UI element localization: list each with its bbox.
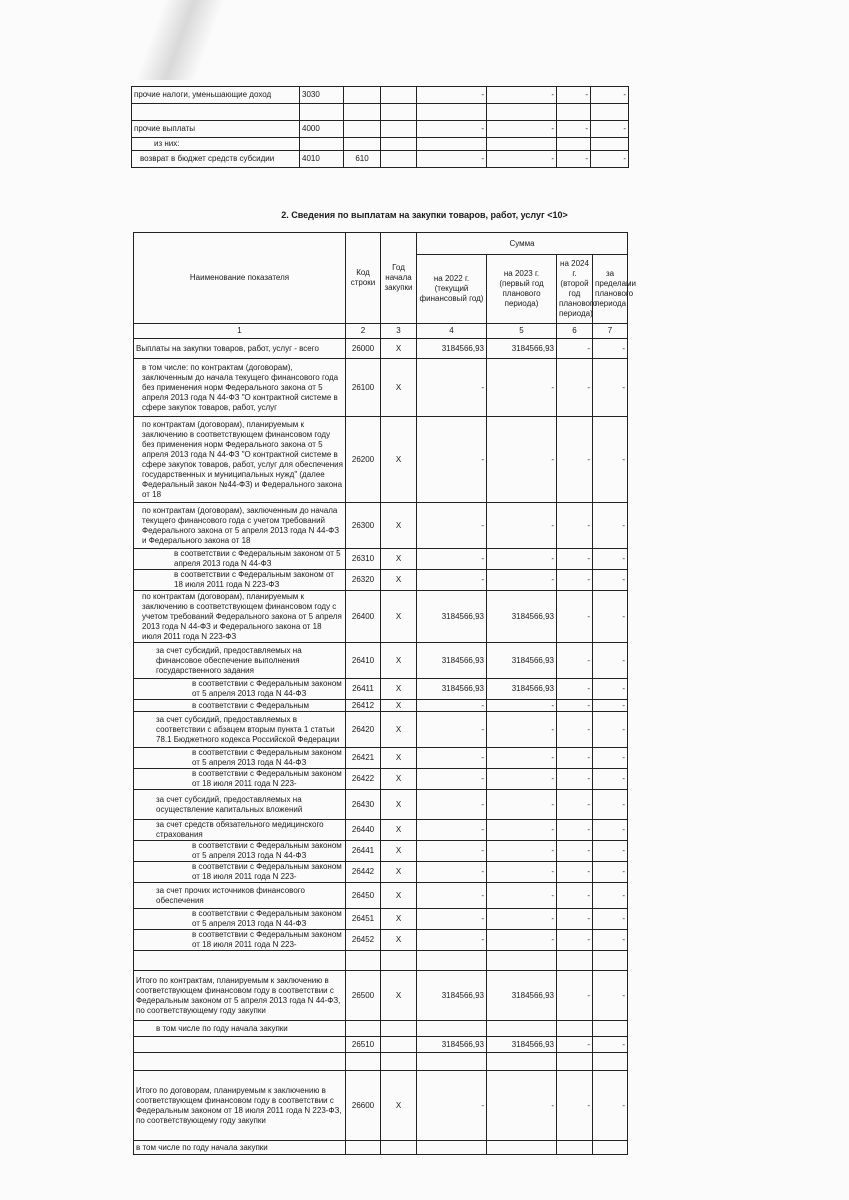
table-row (134, 1021, 628, 1037)
row-code: 26440 (346, 820, 381, 841)
row-code: 26421 (346, 748, 381, 769)
table-row (134, 1037, 628, 1053)
table-row (134, 769, 628, 790)
row-col7: - (557, 151, 591, 168)
row-beyond: - (593, 503, 628, 549)
row-name: прочие выплаты (132, 121, 300, 138)
row-2024: - (557, 769, 593, 790)
table-row (134, 570, 628, 591)
table-row (134, 790, 628, 820)
row-2024: - (557, 790, 593, 820)
row-2022: - (417, 700, 487, 712)
row-beyond (593, 951, 628, 971)
table-row (134, 971, 628, 1021)
row-beyond (593, 1053, 628, 1071)
row-2022: - (417, 549, 487, 570)
row-2023: - (487, 712, 557, 748)
row-year: X (381, 820, 417, 841)
row-2024: - (557, 841, 593, 862)
row-2024: - (557, 862, 593, 883)
row-2024: - (557, 1071, 593, 1141)
row-2022: - (417, 359, 487, 417)
row-2024: - (557, 930, 593, 951)
row-col7 (557, 104, 591, 121)
row-code: 26410 (346, 643, 381, 679)
row-year: X (381, 679, 417, 700)
row-2022: 3184566,93 (417, 339, 487, 359)
row-2023: 3184566,93 (487, 339, 557, 359)
row-beyond: - (593, 769, 628, 790)
row-col4 (381, 151, 417, 168)
row-2023: - (487, 503, 557, 549)
row-2022: 3184566,93 (417, 643, 487, 679)
row-beyond: - (593, 359, 628, 417)
row-2023: - (487, 862, 557, 883)
row-2022: - (417, 790, 487, 820)
page-fold-shadow (135, 0, 224, 80)
row-2023: - (487, 769, 557, 790)
row-beyond: - (593, 549, 628, 570)
row-code: 26441 (346, 841, 381, 862)
row-2022: - (417, 748, 487, 769)
row-code: 26422 (346, 769, 381, 790)
table-row (134, 643, 628, 679)
header-name: Наименование показателя (134, 233, 346, 324)
row-code: 26510 (346, 1037, 381, 1053)
row-code (346, 1021, 381, 1037)
row-code: 26450 (346, 883, 381, 909)
row-code: 26442 (346, 862, 381, 883)
table-row (134, 417, 628, 503)
row-code (300, 138, 344, 151)
row-code (346, 1053, 381, 1071)
row-beyond: - (593, 643, 628, 679)
row-beyond: - (593, 883, 628, 909)
column-number: 2 (346, 324, 381, 339)
row-2024: - (557, 570, 593, 591)
column-number: 3 (381, 324, 417, 339)
row-2022 (417, 1021, 487, 1037)
row-2022: - (417, 862, 487, 883)
row-beyond: - (593, 790, 628, 820)
table-row (134, 700, 628, 712)
table-row (134, 359, 628, 417)
row-2024: - (557, 971, 593, 1021)
row-2024: - (557, 1037, 593, 1053)
row-beyond: - (593, 862, 628, 883)
top-table-row (132, 87, 629, 104)
table-row (134, 1071, 628, 1141)
row-year (381, 1037, 417, 1053)
row-col4 (381, 138, 417, 151)
row-2022 (417, 1053, 487, 1071)
row-name (134, 951, 346, 971)
row-2023: - (487, 930, 557, 951)
row-code: 26300 (346, 503, 381, 549)
row-beyond: - (593, 700, 628, 712)
row-col5 (417, 104, 487, 121)
table-row (134, 712, 628, 748)
row-beyond: - (593, 679, 628, 700)
row-year: X (381, 930, 417, 951)
row-year: X (381, 790, 417, 820)
table-row (134, 930, 628, 951)
row-col5: - (417, 121, 487, 138)
top-table-row (132, 138, 629, 151)
row-code: 26310 (346, 549, 381, 570)
table-row (134, 1053, 628, 1071)
row-2023: - (487, 417, 557, 503)
row-2024: - (557, 417, 593, 503)
table-row (134, 549, 628, 570)
row-2023 (487, 1141, 557, 1155)
row-year: X (381, 769, 417, 790)
row-col4 (381, 121, 417, 138)
row-2022 (417, 951, 487, 971)
row-code (346, 1141, 381, 1155)
row-2023: 3184566,93 (487, 1037, 557, 1053)
row-name: в соответствии с Федеральным законом от 18 июля 2011 года N 223- (134, 862, 346, 883)
row-2023: - (487, 909, 557, 930)
row-beyond (593, 1021, 628, 1037)
table-row (134, 862, 628, 883)
row-2022: - (417, 503, 487, 549)
row-name: в соответствии с Федеральным (134, 700, 346, 712)
row-col3 (344, 87, 381, 104)
row-name: Итого по контрактам, планируемым к заключению в соответствующем финансовом году в соответствии с Федеральным законом от 5 апреля 2013 года N 44-ФЗ, по соответствующему году закупки (134, 971, 346, 1021)
row-col6 (487, 138, 557, 151)
row-2023: - (487, 700, 557, 712)
row-2022: - (417, 930, 487, 951)
top-table-row (132, 151, 629, 168)
row-col5: - (417, 87, 487, 104)
row-code: 26100 (346, 359, 381, 417)
row-2023: - (487, 570, 557, 591)
row-col4 (381, 87, 417, 104)
row-year: X (381, 503, 417, 549)
header-code: Код строки (346, 233, 381, 324)
row-2022 (417, 1141, 487, 1155)
row-beyond: - (593, 1037, 628, 1053)
header-beyond: за пределами планового периода (593, 255, 628, 324)
row-beyond: - (593, 339, 628, 359)
row-2022: - (417, 769, 487, 790)
header-2023: на 2023 г. (первый год планового периода) (487, 255, 557, 324)
row-col4 (381, 104, 417, 121)
row-2022: 3184566,93 (417, 971, 487, 1021)
table-row (134, 503, 628, 549)
row-col7: - (557, 87, 591, 104)
column-number: 6 (557, 324, 593, 339)
row-name: за счет прочих источников финансового обеспечения (134, 883, 346, 909)
row-2022: - (417, 1071, 487, 1141)
row-2023: - (487, 883, 557, 909)
row-2023: - (487, 790, 557, 820)
row-col8: - (591, 121, 629, 138)
row-col7: - (557, 121, 591, 138)
row-2024: - (557, 339, 593, 359)
row-code (300, 104, 344, 121)
row-2023: - (487, 820, 557, 841)
row-2022: - (417, 712, 487, 748)
row-beyond: - (593, 417, 628, 503)
row-name: по контрактам (договорам), планируемым к заключению в соответствующем финансовом году с учетом требований Федерального закона от 5 апреля 2013 года N 44-ФЗ и Федерального закона от 18 июля 2011 года N 223-ФЗ (134, 591, 346, 643)
row-2024: - (557, 359, 593, 417)
row-beyond: - (593, 930, 628, 951)
row-col3 (344, 104, 381, 121)
row-2024: - (557, 820, 593, 841)
row-2022: - (417, 570, 487, 591)
row-year: X (381, 748, 417, 769)
row-col3: 610 (344, 151, 381, 168)
row-code: 26320 (346, 570, 381, 591)
row-name: прочие налоги, уменьшающие доход (132, 87, 300, 104)
row-year: X (381, 909, 417, 930)
row-beyond: - (593, 591, 628, 643)
row-col8 (591, 138, 629, 151)
row-beyond: - (593, 971, 628, 1021)
row-name: в соответствии с Федеральным законом от 18 июля 2011 года N 223- (134, 930, 346, 951)
row-name: в соответствии с Федеральным законом от 18 июля 2011 года N 223-ФЗ (134, 570, 346, 591)
table-row (134, 1141, 628, 1155)
column-number: 1 (134, 324, 346, 339)
row-name: за счет субсидий, предоставляемых в соответствии с абзацем вторым пункта 1 статьи 78.1 Бюджетного кодекса Российской Федерации (134, 712, 346, 748)
row-code: 26420 (346, 712, 381, 748)
row-name: в соответствии с Федеральным законом от 5 апреля 2013 года N 44-ФЗ (134, 549, 346, 570)
row-name: Итого по договорам, планируемым к заключению в соответствующем финансовом году в соответствии с Федеральным законом от 18 июля 2011 года N 223-ФЗ, по соответствующему году закупки (134, 1071, 346, 1141)
row-year (381, 951, 417, 971)
header-2022: на 2022 г. (текущий финансовый год) (417, 255, 487, 324)
row-2023: - (487, 841, 557, 862)
row-name: в соответствии с Федеральным законом от 5 апреля 2013 года N 44-ФЗ (134, 679, 346, 700)
row-code: 4010 (300, 151, 344, 168)
procurement-table (133, 232, 636, 1155)
row-code: 3030 (300, 87, 344, 104)
table-row (134, 951, 628, 971)
row-2023: 3184566,93 (487, 643, 557, 679)
row-col8: - (591, 151, 629, 168)
row-2023: - (487, 748, 557, 769)
row-name (134, 1037, 346, 1053)
row-beyond: - (593, 748, 628, 769)
row-2023: - (487, 1071, 557, 1141)
row-code: 26600 (346, 1071, 381, 1141)
table-row (134, 883, 628, 909)
row-2023: 3184566,93 (487, 971, 557, 1021)
row-2022: 3184566,93 (417, 591, 487, 643)
row-2022: - (417, 883, 487, 909)
row-2024: - (557, 712, 593, 748)
row-name: по контрактам (договорам), планируемым к заключению в соответствующем финансовом году без применения норм Федерального закона от 5 апреля 2013 года N 44-ФЗ "О контрактной системе в сфере закупок товаров, работ, услуг для обеспечения государственных и муниципальных нужд" (далее Федеральный закон №44-ФЗ) и Федерального закона от 18 (134, 417, 346, 503)
row-beyond: - (593, 909, 628, 930)
row-beyond: - (593, 820, 628, 841)
row-year: X (381, 549, 417, 570)
row-year (381, 1021, 417, 1037)
row-2024 (557, 1053, 593, 1071)
row-2024 (557, 1021, 593, 1037)
row-beyond: - (593, 1071, 628, 1141)
row-col7 (557, 138, 591, 151)
row-2022: - (417, 417, 487, 503)
row-code: 26411 (346, 679, 381, 700)
row-year: X (381, 417, 417, 503)
row-year: X (381, 591, 417, 643)
row-name: из них: (132, 138, 300, 151)
row-code: 26500 (346, 971, 381, 1021)
row-name: в соответствии с Федеральным законом от 5 апреля 2013 года N 44-ФЗ (134, 841, 346, 862)
table-row (134, 820, 628, 841)
row-name (134, 1053, 346, 1071)
row-name: в том числе: по контрактам (договорам), заключенным до начала текущего финансового года без применения норм Федерального закона от 5 апреля 2013 года N 44-ФЗ "О контрактной системе в сфере закупок товаров, работ, услуг (134, 359, 346, 417)
table-row (134, 841, 628, 862)
row-2024: - (557, 748, 593, 769)
row-2023: - (487, 549, 557, 570)
row-col8: - (591, 87, 629, 104)
top-table-row (132, 121, 629, 138)
row-code: 26452 (346, 930, 381, 951)
top-table-row (132, 104, 629, 121)
row-col3 (344, 121, 381, 138)
header-year: Год начала закупки (381, 233, 417, 324)
table-row (134, 339, 628, 359)
row-col8 (591, 104, 629, 121)
row-beyond: - (593, 712, 628, 748)
row-2024: - (557, 909, 593, 930)
header-2024: на 2024 г. (второй год планового периода) (557, 255, 593, 324)
row-year: X (381, 359, 417, 417)
row-name: в соответствии с Федеральным законом от 5 апреля 2013 года N 44-ФЗ (134, 909, 346, 930)
row-code: 26430 (346, 790, 381, 820)
row-2024: - (557, 700, 593, 712)
column-number: 5 (487, 324, 557, 339)
column-number: 7 (593, 324, 628, 339)
row-name: Выплаты на закупки товаров, работ, услуг - всего (134, 339, 346, 359)
row-name: за счет субсидий, предоставляемых на осуществление капитальных вложений (134, 790, 346, 820)
row-2024 (557, 951, 593, 971)
row-name (132, 104, 300, 121)
row-code: 26400 (346, 591, 381, 643)
row-year: X (381, 339, 417, 359)
row-code: 4000 (300, 121, 344, 138)
row-year (381, 1053, 417, 1071)
row-name: в соответствии с Федеральным законом от 18 июля 2011 года N 223- (134, 769, 346, 790)
table-row (134, 909, 628, 930)
row-2022: 3184566,93 (417, 1037, 487, 1053)
row-2023: - (487, 359, 557, 417)
row-name: за счет субсидий, предоставляемых на финансовое обеспечение выполнения государственного задания (134, 643, 346, 679)
row-code (346, 951, 381, 971)
row-col6: - (487, 151, 557, 168)
row-2024: - (557, 883, 593, 909)
row-col5 (417, 138, 487, 151)
row-name: в том числе по году начала закупки (134, 1021, 346, 1037)
row-name: в соответствии с Федеральным законом от 5 апреля 2013 года N 44-ФЗ (134, 748, 346, 769)
row-year (381, 1141, 417, 1155)
row-2024: - (557, 549, 593, 570)
row-code: 26412 (346, 700, 381, 712)
row-beyond: - (593, 841, 628, 862)
row-beyond (593, 1141, 628, 1155)
row-year: X (381, 643, 417, 679)
row-code: 26000 (346, 339, 381, 359)
row-beyond: - (593, 570, 628, 591)
row-col3 (344, 138, 381, 151)
row-name: за счет средств обязательного медицинского страхования (134, 820, 346, 841)
row-year: X (381, 841, 417, 862)
row-year: X (381, 570, 417, 591)
row-2023 (487, 1053, 557, 1071)
row-year: X (381, 700, 417, 712)
row-2023: 3184566,93 (487, 591, 557, 643)
section-title: 2. Сведения по выплатам на закупки товаров, работ, услуг <10> (281, 210, 568, 220)
row-col6 (487, 104, 557, 121)
row-2024 (557, 1141, 593, 1155)
row-col6: - (487, 121, 557, 138)
row-2023 (487, 1021, 557, 1037)
row-2024: - (557, 503, 593, 549)
row-2022: - (417, 820, 487, 841)
row-code: 26200 (346, 417, 381, 503)
row-2022: - (417, 841, 487, 862)
top-table (131, 86, 629, 168)
row-year: X (381, 971, 417, 1021)
row-year: X (381, 862, 417, 883)
row-2022: - (417, 909, 487, 930)
row-code: 26451 (346, 909, 381, 930)
row-2024: - (557, 591, 593, 643)
row-col5: - (417, 151, 487, 168)
row-year: X (381, 883, 417, 909)
row-name: по контрактам (договорам), заключенным до начала текущего финансового года с учетом требований Федерального закона от 5 апреля 2013 года N 44-ФЗ и Федерального закона от 18 (134, 503, 346, 549)
row-2024: - (557, 643, 593, 679)
header-sum: Сумма (417, 233, 628, 255)
column-number: 4 (417, 324, 487, 339)
table-row (134, 679, 628, 700)
row-name: возврат в бюджет средств субсидии (132, 151, 300, 168)
row-2024: - (557, 679, 593, 700)
row-col6: - (487, 87, 557, 104)
table-row (134, 748, 628, 769)
row-name: в том числе по году начала закупки (134, 1141, 346, 1155)
table-row (134, 591, 628, 643)
row-2022: 3184566,93 (417, 679, 487, 700)
row-2023 (487, 951, 557, 971)
row-year: X (381, 712, 417, 748)
row-year: X (381, 1071, 417, 1141)
row-2023: 3184566,93 (487, 679, 557, 700)
